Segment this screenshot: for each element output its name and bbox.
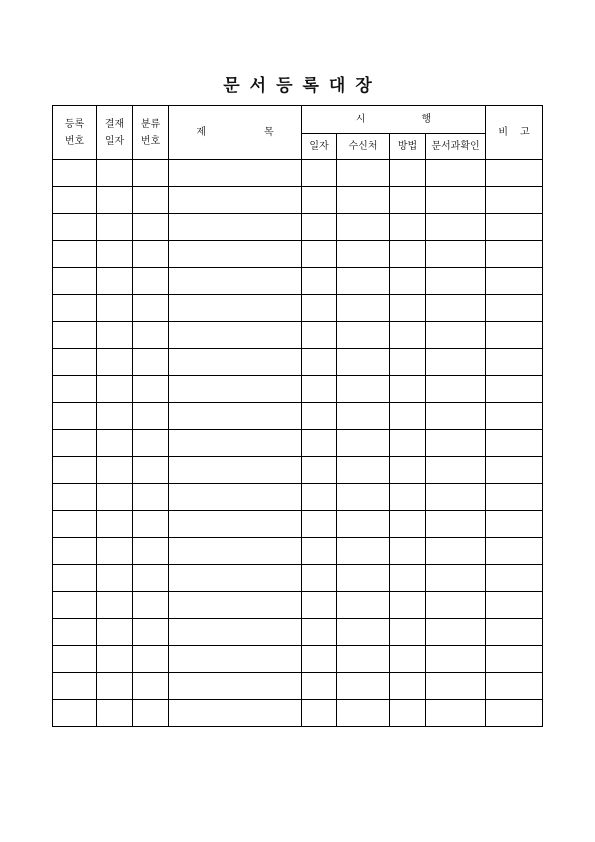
table-row [53, 160, 543, 187]
cell-remarks [486, 673, 543, 700]
header-class-no-line1: 분류 [140, 118, 161, 130]
cell-check [426, 187, 486, 214]
register-body [53, 160, 543, 727]
cell-subject [169, 592, 302, 619]
cell-approval-date [97, 241, 133, 268]
cell-method [390, 295, 426, 322]
cell-reg-no [53, 538, 97, 565]
cell-enf-date [302, 538, 337, 565]
header-enforcement-part1: 시 [355, 114, 366, 125]
cell-subject [169, 187, 302, 214]
cell-reg-no [53, 700, 97, 727]
cell-remarks [486, 349, 543, 376]
cell-reg-no [53, 295, 97, 322]
cell-recipient [337, 484, 390, 511]
cell-subject [169, 619, 302, 646]
cell-subject [169, 430, 302, 457]
cell-remarks [486, 241, 543, 268]
cell-class-no [133, 646, 169, 673]
table-row [53, 619, 543, 646]
cell-recipient [337, 241, 390, 268]
cell-remarks [486, 511, 543, 538]
cell-reg-no [53, 376, 97, 403]
cell-check [426, 403, 486, 430]
header-reg-no-line1: 등록 [64, 118, 85, 130]
cell-recipient [337, 160, 390, 187]
table-row [53, 511, 543, 538]
cell-remarks [486, 592, 543, 619]
cell-reg-no [53, 484, 97, 511]
cell-recipient [337, 376, 390, 403]
cell-approval-date [97, 295, 133, 322]
cell-method [390, 241, 426, 268]
cell-recipient [337, 430, 390, 457]
cell-reg-no [53, 322, 97, 349]
header-remarks-part1: 비 [498, 127, 509, 138]
table-row [53, 376, 543, 403]
cell-approval-date [97, 592, 133, 619]
cell-enf-date [302, 619, 337, 646]
table-row [53, 457, 543, 484]
cell-approval-date [97, 430, 133, 457]
cell-enf-date [302, 403, 337, 430]
header-remarks [486, 106, 543, 160]
cell-method [390, 403, 426, 430]
cell-reg-no [53, 403, 97, 430]
cell-approval-date [97, 565, 133, 592]
cell-reg-no [53, 646, 97, 673]
cell-reg-no [53, 430, 97, 457]
cell-approval-date [97, 511, 133, 538]
cell-check [426, 484, 486, 511]
table-row [53, 484, 543, 511]
cell-reg-no [53, 268, 97, 295]
cell-class-no [133, 538, 169, 565]
cell-method [390, 376, 426, 403]
cell-remarks [486, 214, 543, 241]
cell-reg-no [53, 214, 97, 241]
cell-approval-date [97, 484, 133, 511]
cell-subject [169, 160, 302, 187]
cell-method [390, 484, 426, 511]
table-row [53, 592, 543, 619]
cell-class-no [133, 457, 169, 484]
table-row [53, 403, 543, 430]
cell-subject [169, 700, 302, 727]
cell-enf-date [302, 484, 337, 511]
cell-enf-date [302, 592, 337, 619]
cell-enf-date [302, 376, 337, 403]
cell-enf-date [302, 295, 337, 322]
cell-method [390, 700, 426, 727]
table-row [53, 673, 543, 700]
cell-check [426, 241, 486, 268]
cell-recipient [337, 673, 390, 700]
document-title: 문서등록대장 [223, 76, 382, 96]
cell-method [390, 619, 426, 646]
cell-class-no [133, 376, 169, 403]
cell-approval-date [97, 187, 133, 214]
cell-enf-date [302, 511, 337, 538]
cell-class-no [133, 322, 169, 349]
cell-check [426, 511, 486, 538]
cell-recipient [337, 295, 390, 322]
cell-check [426, 349, 486, 376]
cell-recipient [337, 349, 390, 376]
cell-remarks [486, 187, 543, 214]
cell-reg-no [53, 511, 97, 538]
cell-check [426, 565, 486, 592]
cell-reg-no [53, 241, 97, 268]
cell-remarks [486, 160, 543, 187]
cell-reg-no [53, 187, 97, 214]
cell-reg-no [53, 349, 97, 376]
cell-enf-date [302, 187, 337, 214]
cell-recipient [337, 403, 390, 430]
table-row [53, 295, 543, 322]
cell-check [426, 457, 486, 484]
cell-subject [169, 511, 302, 538]
cell-approval-date [97, 646, 133, 673]
cell-check [426, 268, 486, 295]
cell-enf-date [302, 322, 337, 349]
cell-class-no [133, 430, 169, 457]
cell-method [390, 592, 426, 619]
cell-enf-date [302, 646, 337, 673]
cell-class-no [133, 673, 169, 700]
cell-approval-date [97, 160, 133, 187]
cell-approval-date [97, 322, 133, 349]
cell-remarks [486, 268, 543, 295]
cell-enf-date [302, 700, 337, 727]
cell-approval-date [97, 403, 133, 430]
cell-class-no [133, 349, 169, 376]
cell-recipient [337, 268, 390, 295]
cell-method [390, 268, 426, 295]
cell-subject [169, 484, 302, 511]
cell-enf-date [302, 565, 337, 592]
cell-check [426, 700, 486, 727]
cell-recipient [337, 322, 390, 349]
table-row [53, 700, 543, 727]
cell-check [426, 430, 486, 457]
header-class-no-line2: 번호 [140, 135, 161, 147]
cell-subject [169, 376, 302, 403]
cell-remarks [486, 700, 543, 727]
cell-method [390, 322, 426, 349]
cell-recipient [337, 511, 390, 538]
cell-subject [169, 349, 302, 376]
cell-remarks [486, 430, 543, 457]
cell-recipient [337, 187, 390, 214]
header-method: 방법 [390, 134, 426, 160]
cell-remarks [486, 457, 543, 484]
header-remarks-part2: 고 [520, 127, 530, 138]
cell-recipient [337, 565, 390, 592]
cell-approval-date [97, 349, 133, 376]
cell-enf-date [302, 457, 337, 484]
table-row [53, 349, 543, 376]
cell-reg-no [53, 673, 97, 700]
table-row [53, 565, 543, 592]
cell-subject [169, 538, 302, 565]
table-row [53, 538, 543, 565]
header-class-no [133, 106, 169, 160]
header-subject-part1: 제 [196, 127, 206, 138]
header-reg-no [53, 106, 97, 160]
cell-method [390, 511, 426, 538]
cell-enf-date [302, 268, 337, 295]
cell-approval-date [97, 619, 133, 646]
cell-class-no [133, 268, 169, 295]
cell-recipient [337, 214, 390, 241]
header-subject-part2: 목 [264, 127, 274, 138]
table-row [53, 187, 543, 214]
cell-method [390, 160, 426, 187]
header-approval-date-line2: 일자 [104, 135, 125, 147]
cell-method [390, 457, 426, 484]
header-subject [169, 106, 302, 160]
cell-remarks [486, 565, 543, 592]
cell-subject [169, 322, 302, 349]
cell-enf-date [302, 349, 337, 376]
table-row [53, 241, 543, 268]
cell-subject [169, 241, 302, 268]
cell-remarks [486, 619, 543, 646]
cell-enf-date [302, 673, 337, 700]
cell-approval-date [97, 457, 133, 484]
cell-method [390, 187, 426, 214]
cell-approval-date [97, 214, 133, 241]
cell-recipient [337, 538, 390, 565]
table-row [53, 430, 543, 457]
cell-subject [169, 565, 302, 592]
cell-check [426, 322, 486, 349]
cell-class-no [133, 565, 169, 592]
cell-check [426, 538, 486, 565]
cell-check [426, 673, 486, 700]
document-register-table [52, 105, 543, 727]
cell-check [426, 619, 486, 646]
header-enforcement-part2: 행 [421, 114, 432, 125]
cell-recipient [337, 592, 390, 619]
cell-subject [169, 214, 302, 241]
cell-enf-date [302, 160, 337, 187]
cell-subject [169, 268, 302, 295]
cell-check [426, 592, 486, 619]
cell-enf-date [302, 241, 337, 268]
header-approval-date [97, 106, 133, 160]
cell-check [426, 376, 486, 403]
cell-method [390, 430, 426, 457]
header-recipient: 수신처 [337, 134, 390, 160]
header-enforcement [302, 106, 486, 134]
cell-approval-date [97, 268, 133, 295]
cell-class-no [133, 484, 169, 511]
header-approval-date-line1: 결재 [104, 118, 125, 130]
table-row [53, 646, 543, 673]
cell-enf-date [302, 430, 337, 457]
table-row [53, 214, 543, 241]
cell-remarks [486, 403, 543, 430]
cell-subject [169, 646, 302, 673]
table-row [53, 268, 543, 295]
cell-method [390, 673, 426, 700]
header-enf-date: 일자 [302, 134, 337, 160]
cell-recipient [337, 619, 390, 646]
cell-subject [169, 457, 302, 484]
cell-reg-no [53, 457, 97, 484]
cell-approval-date [97, 673, 133, 700]
cell-method [390, 646, 426, 673]
cell-remarks [486, 538, 543, 565]
cell-class-no [133, 241, 169, 268]
cell-class-no [133, 511, 169, 538]
cell-recipient [337, 700, 390, 727]
table-row [53, 322, 543, 349]
cell-reg-no [53, 160, 97, 187]
cell-check [426, 214, 486, 241]
cell-class-no [133, 187, 169, 214]
cell-recipient [337, 457, 390, 484]
cell-recipient [337, 646, 390, 673]
cell-approval-date [97, 376, 133, 403]
cell-class-no [133, 403, 169, 430]
cell-subject [169, 295, 302, 322]
cell-method [390, 214, 426, 241]
cell-class-no [133, 592, 169, 619]
cell-check [426, 295, 486, 322]
cell-enf-date [302, 214, 337, 241]
header-reg-no-line2: 번호 [64, 135, 85, 147]
cell-method [390, 538, 426, 565]
cell-approval-date [97, 700, 133, 727]
cell-subject [169, 673, 302, 700]
cell-class-no [133, 295, 169, 322]
cell-class-no [133, 619, 169, 646]
cell-check [426, 646, 486, 673]
cell-reg-no [53, 565, 97, 592]
cell-remarks [486, 484, 543, 511]
cell-class-no [133, 160, 169, 187]
cell-reg-no [53, 619, 97, 646]
cell-check [426, 160, 486, 187]
cell-remarks [486, 646, 543, 673]
cell-remarks [486, 295, 543, 322]
cell-class-no [133, 214, 169, 241]
cell-subject [169, 403, 302, 430]
cell-method [390, 349, 426, 376]
cell-method [390, 565, 426, 592]
header-check: 문서과확인 [426, 134, 486, 160]
cell-reg-no [53, 592, 97, 619]
cell-approval-date [97, 538, 133, 565]
cell-remarks [486, 322, 543, 349]
cell-class-no [133, 700, 169, 727]
cell-remarks [486, 376, 543, 403]
